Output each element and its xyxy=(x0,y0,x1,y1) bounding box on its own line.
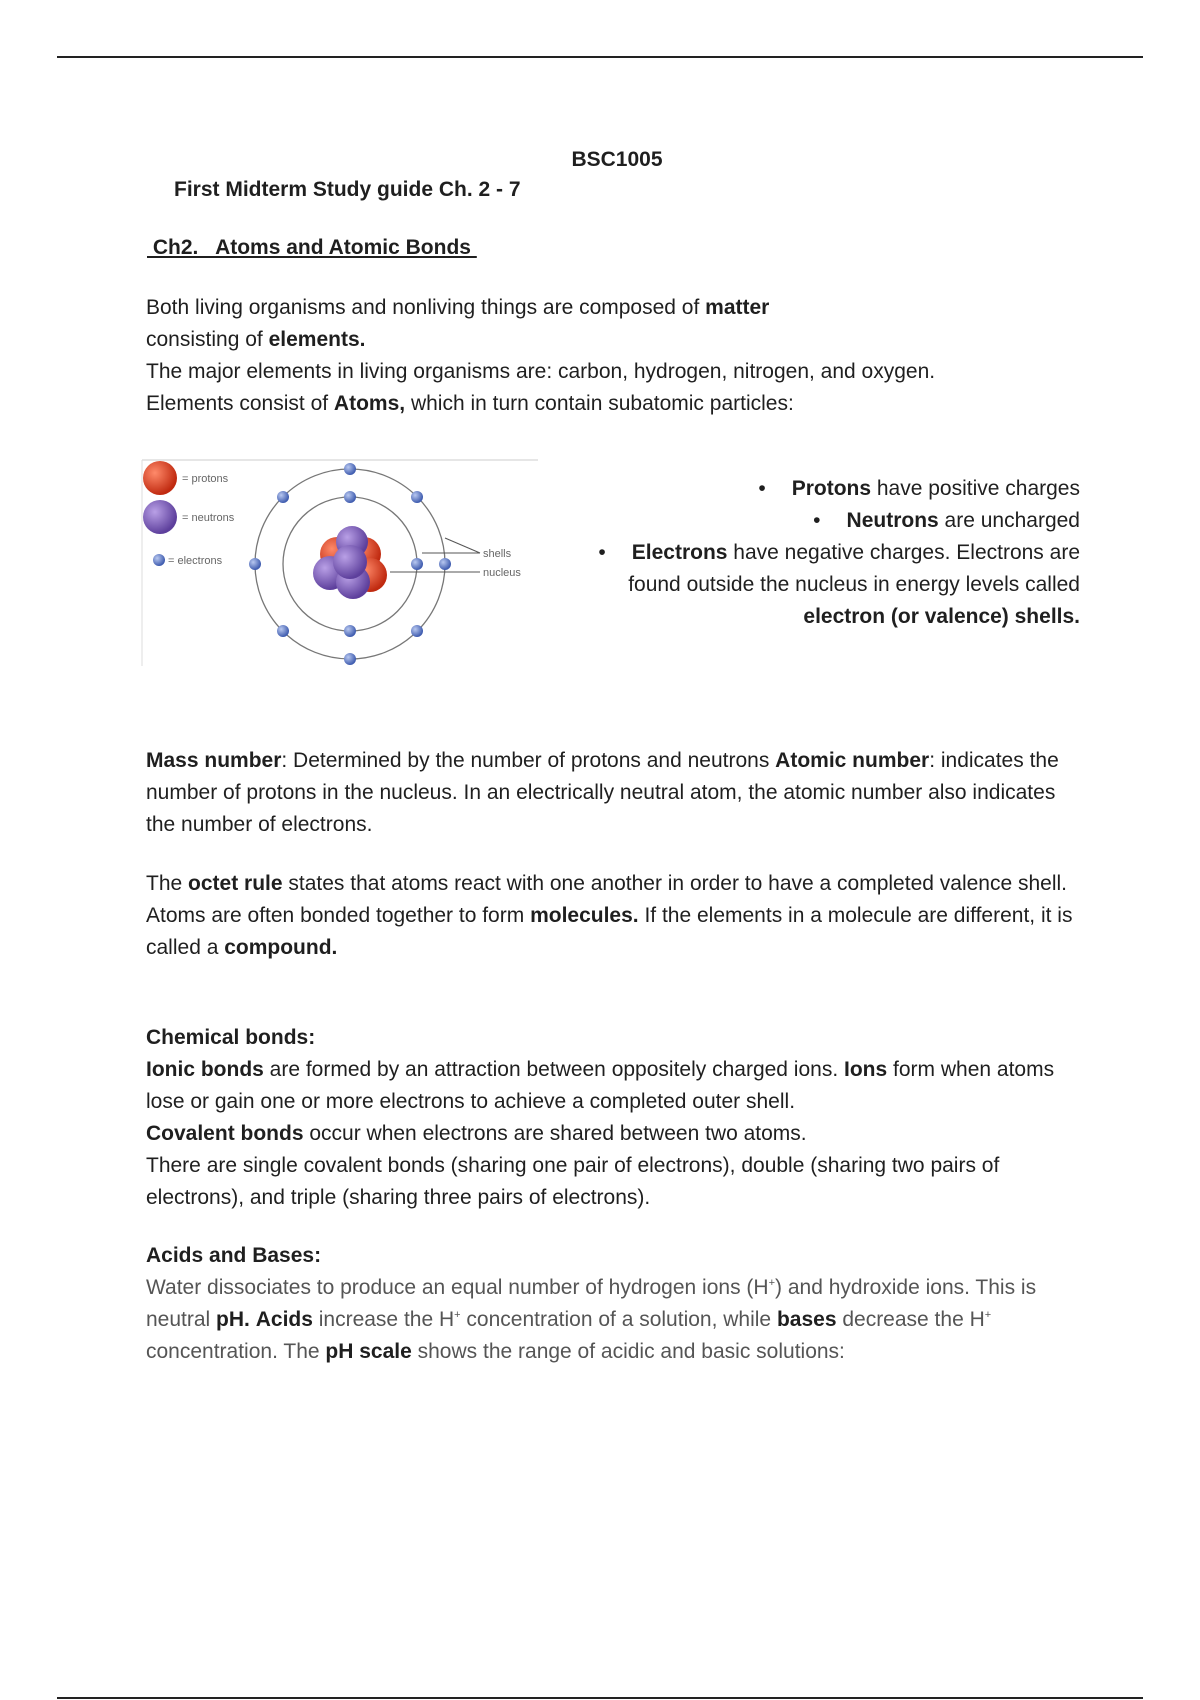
acids-term: Acids xyxy=(255,1308,313,1331)
molecules-post: If the elements in a molecule are different, it is called a xyxy=(146,904,1073,959)
bullet-electrons: • Electrons have negative charges. Electrons are xyxy=(598,541,1080,564)
covalent-bonds-text: occur when electrons are shared between two atoms. xyxy=(303,1122,807,1145)
nucleus xyxy=(313,526,387,599)
acids-t8: shows the range of acidic and basic solutions: xyxy=(411,1340,845,1363)
ionic-bonds-term: Ionic bonds xyxy=(146,1058,264,1081)
ph-term: pH. xyxy=(216,1308,250,1331)
acids-t6: decrease the H xyxy=(836,1308,985,1331)
bullet-protons: • Protons have positive charges xyxy=(758,477,1080,500)
legend-neutron xyxy=(143,500,177,534)
acids-bases-heading: Acids and Bases: xyxy=(146,1244,322,1267)
shells-pointer xyxy=(445,538,480,553)
acids-t5: concentration of a solution, while xyxy=(460,1308,777,1331)
acids-t2: ) and hydroxide ions. This is neutral xyxy=(146,1276,1037,1331)
electrons-text: have negative charges. Electrons are xyxy=(727,541,1080,564)
protons-term: Protons xyxy=(791,477,872,500)
acids-t4: increase the H xyxy=(312,1308,455,1331)
intro-line4-post: which in turn contain subatomic particles: xyxy=(405,392,794,415)
acids-bases-section xyxy=(146,1240,1106,1368)
intro-paragraph xyxy=(146,292,1106,420)
protons-text: have positive charges xyxy=(871,477,1080,500)
acids-t1: Water dissociates to produce an equal number of hydrogen ions (H xyxy=(146,1276,769,1299)
acids-t7: concentration. The xyxy=(146,1340,326,1363)
atom-diagram xyxy=(140,458,540,668)
legend-neutrons-label: = neutrons xyxy=(182,512,235,524)
bullet-neutrons: • Neutrons are uncharged xyxy=(813,509,1080,532)
valence-shells-term: electron (or valence) shells. xyxy=(803,605,1080,628)
legend-proton xyxy=(143,461,177,495)
superscript-plus-3: + xyxy=(984,1309,992,1321)
mass-number-text: : Determined by the number of protons and neutrons xyxy=(281,749,776,772)
matter-term: matter xyxy=(705,296,770,319)
covalent-bonds-term: Covalent bonds xyxy=(146,1122,304,1145)
mass-number-term: Mass number xyxy=(146,749,282,772)
octet-pre: The xyxy=(146,872,189,895)
electrons-term: Electrons xyxy=(631,541,728,564)
legend-electron xyxy=(153,554,165,566)
ph-scale-term: pH scale xyxy=(325,1340,412,1363)
nucleus-label: nucleus xyxy=(483,567,521,579)
ions-text: form when atoms lose or gain one or more electrons to achieve a completed outer shell. xyxy=(146,1058,1055,1113)
superscript-plus: + xyxy=(768,1277,776,1289)
guide-title: First Midterm Study guide Ch. 2 - 7 xyxy=(174,178,521,201)
shells-label: shells xyxy=(483,548,512,560)
intro-line1: Both living organisms and nonliving things are composed of xyxy=(146,296,706,319)
bases-term: bases xyxy=(776,1308,837,1331)
particle-bullets xyxy=(580,473,1080,633)
electrons-line3 xyxy=(580,601,1080,633)
neutrons-text: are uncharged xyxy=(938,509,1080,532)
legend-protons-label: = protons xyxy=(182,473,229,485)
atoms-term: Atoms, xyxy=(333,392,406,415)
atomic-number-term: Atomic number xyxy=(775,749,930,772)
octet-paragraph xyxy=(146,868,1086,964)
acids-bases-text xyxy=(146,1272,1106,1368)
neutrons-term: Neutrons xyxy=(846,509,939,532)
covalent-types-text: There are single covalent bonds (sharing one pair of electrons), double (sharing two pairs of electrons), and triple (sharing three pairs of electrons). xyxy=(146,1154,1000,1209)
octet-post: states that atoms react with one another in order to have a completed valence shell. xyxy=(282,872,1068,895)
molecules-pre: Atoms are often bonded together to form xyxy=(146,904,531,927)
intro-line2: consisting of xyxy=(146,328,269,351)
chemical-bonds-heading: Chemical bonds: xyxy=(146,1026,316,1049)
top-rule xyxy=(57,56,1143,58)
bottom-rule xyxy=(57,1697,1143,1699)
atom-diagram-svg xyxy=(140,458,540,668)
ionic-bonds-text: are formed by an attraction between oppositely charged ions. xyxy=(263,1058,845,1081)
section-title: Ch2. Atoms and Atomic Bonds xyxy=(147,236,477,259)
superscript-plus-2: + xyxy=(454,1309,461,1321)
mass-number-paragraph xyxy=(146,745,1086,841)
electrons-line2: found outside the nucleus in energy levels called xyxy=(628,573,1080,596)
elements-term: elements. xyxy=(268,328,366,351)
legend-electrons-label: = electrons xyxy=(168,555,223,567)
intro-line4: Elements consist of xyxy=(146,392,334,415)
octet-rule-term: octet rule xyxy=(188,872,283,895)
chemical-bonds-section xyxy=(146,1022,1086,1214)
ions-term: Ions xyxy=(844,1058,888,1081)
intro-line3: The major elements in living organisms are: carbon, hydrogen, nitrogen, and oxygen. xyxy=(146,360,936,383)
course-code: BSC1005 xyxy=(571,148,663,171)
molecules-term: molecules. xyxy=(530,904,639,927)
compound-term: compound. xyxy=(224,936,338,959)
atomic-number-text: : indicates the number of protons in the nucleus. In an electrically neutral atom, the atomic number also indicates the number of electrons. xyxy=(146,749,1059,836)
